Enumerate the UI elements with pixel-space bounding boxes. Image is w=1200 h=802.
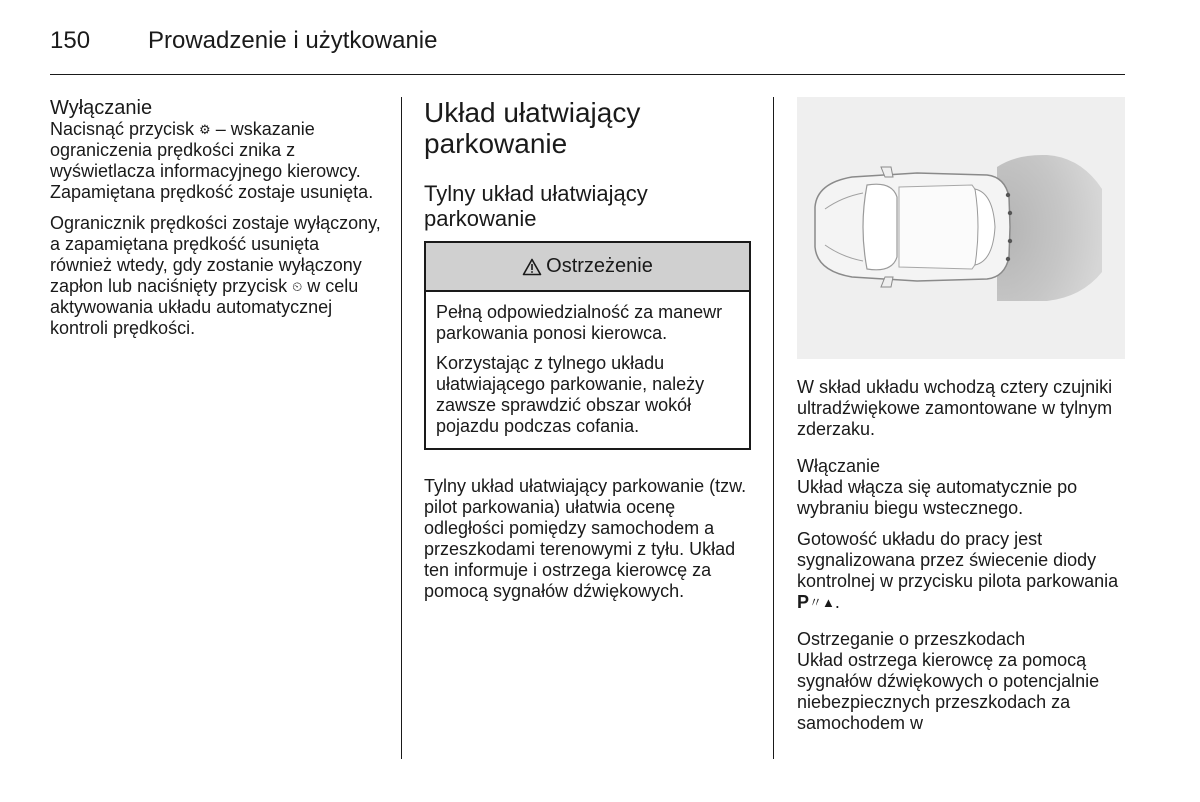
parking-pilot-symbol: P xyxy=(797,592,810,612)
heading-wylaczanie: Wyłączanie xyxy=(50,97,153,119)
column-divider-1 xyxy=(401,97,402,759)
warning-paragraph-1: Pełną odpowiedzialność za manewr parkowania ponosi kierowca. xyxy=(436,302,723,343)
warning-body xyxy=(426,292,749,448)
cruise-control-icon: ⏲ xyxy=(292,279,303,294)
column-divider-2 xyxy=(773,97,774,759)
warning-triangle-icon xyxy=(522,258,542,276)
intro-paragraph: W skład układu wchodzą cztery czujniki ultradźwiękowe zamontowane w tylnym zderzaku. xyxy=(797,377,1113,439)
warning-header xyxy=(426,243,749,292)
paragraph-2: Ogranicznik prędkości zostaje wyłączony, a zapamiętana prędkość usunięta również wtedy, gdy zostanie wyłączony zapłon lub naciśnięty przycisk ⏲ w celu aktywowania układu automatycznej kontroli prędkości. xyxy=(50,213,381,338)
body-paragraph: Tylny układ ułatwiający parkowanie (tzw. pilot parkowania) ułatwia ocenę odległości pomiędzy samochodem a przeszkodami terenowymi z tyłu. Układ ten informuje i ostrzega kierowcę za pomocą sygnałów dźwiękowych. xyxy=(424,476,747,601)
header-rule xyxy=(50,74,1125,75)
paragraph-1: Nacisnąć przycisk ⚙ – wskazanie ograniczenia prędkości znika z wyświetlacza informacyjnego kierowcy. Zapamiętana prędkość zostaje usunięta. xyxy=(50,119,374,202)
car-top-view-illustration xyxy=(797,97,1125,359)
heading-obstacle-warning: Ostrzeganie o przeszkodach xyxy=(797,629,1026,649)
parking-sensor-waves-icon: 〃▲ xyxy=(809,595,835,610)
column-2 xyxy=(424,97,751,612)
warning-paragraph-2: Korzystając z tylnego układu ułatwiającego parkowanie, należy zawsze sprawdzić obszar wokół pojazdu podczas cofania. xyxy=(436,353,705,436)
paragraph-readiness: Gotowość układu do pracy jest sygnalizowana przez świecenie diody kontrolnej w przycisku pilota parkowania P〃▲. xyxy=(797,529,1119,612)
paragraph-obstacle: Układ ostrzega kierowcę za pomocą sygnałów dźwiękowych o potencjalnie niebezpiecznych przeszkodach za samochodem w xyxy=(797,650,1100,733)
paragraph-activation: Układ włącza się automatycznie po wybraniu biegu wstecznego. xyxy=(797,477,1078,518)
section-title: Prowadzenie i użytkowanie xyxy=(148,27,438,54)
column-1 xyxy=(50,97,385,349)
page-number: 150 xyxy=(50,27,91,54)
column-3 xyxy=(797,377,1127,744)
warning-label: Ostrzeżenie xyxy=(546,255,653,277)
warning-box xyxy=(424,241,751,450)
speed-limiter-icon: ⚙ xyxy=(199,122,211,137)
parking-sensor-figure xyxy=(797,97,1125,359)
section-heading: Układ ułatwiający parkowanie xyxy=(424,97,641,159)
subsection-heading: Tylny układ ułatwiający parkowanie xyxy=(424,181,648,231)
heading-wlaczanie: Włączanie xyxy=(797,456,881,476)
